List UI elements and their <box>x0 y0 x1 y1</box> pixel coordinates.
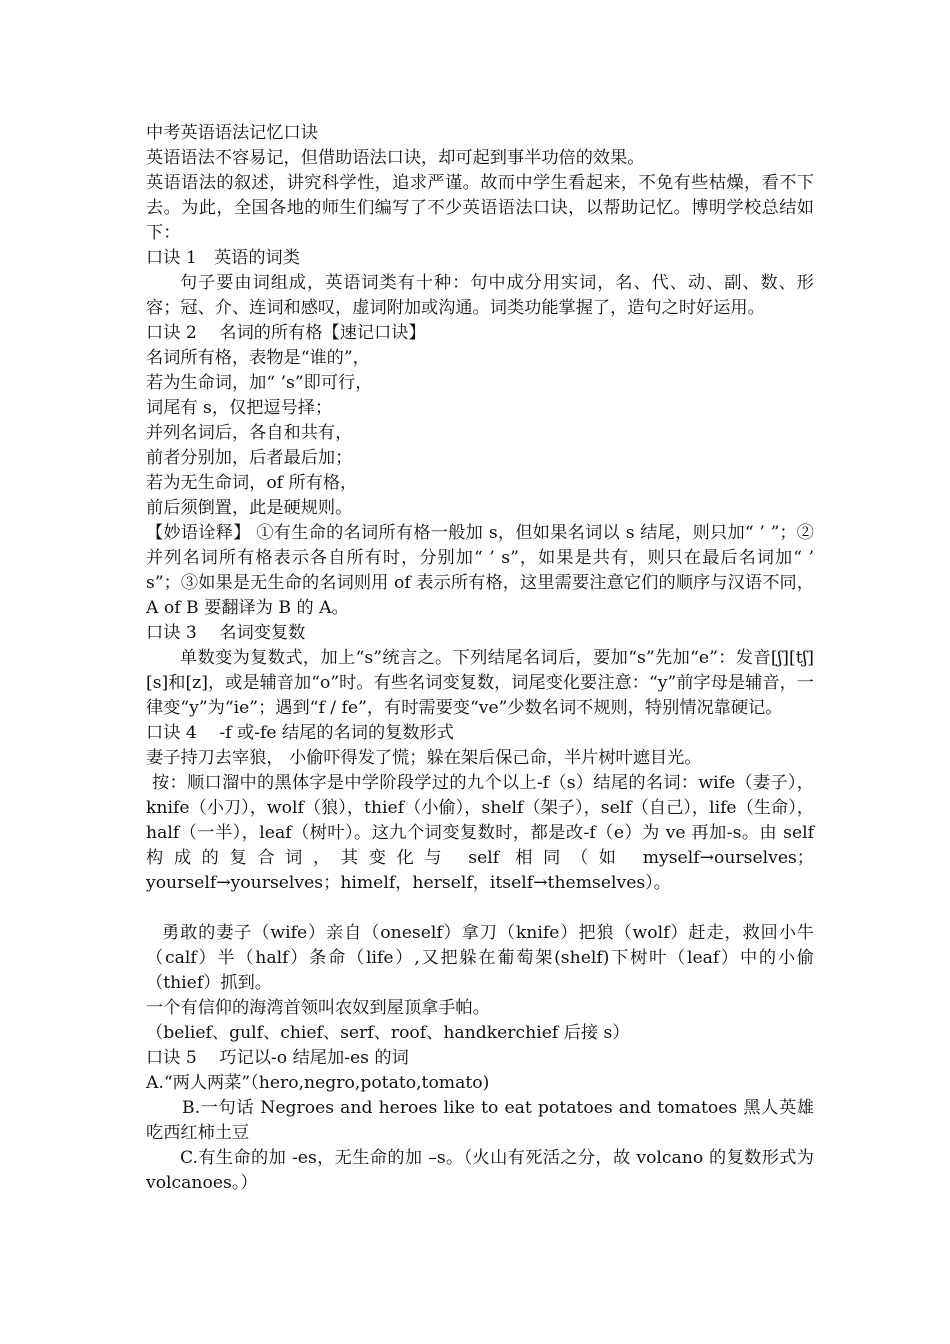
document-title: 中考英语语法记忆口诀 <box>146 123 318 143</box>
section-2-note: 【妙语诠释】 ①有生命的名词所有格一般加 s，但如果名词以 s 结尾，则只加“ ’ ”；②并列名词所有格表示各自所有时，分别加“ ’ s”，如果是共有，则只在最后名词加“ ’ s”；③如果是无生命的名词则用 of 表示所有格，这里需要注意它们的顺序与汉语不同，A of B 要翻译为 B 的 A。 <box>146 523 814 618</box>
section-5-item-c: C.有生命的加 -es，无生命的加 –s。（火山有死活之分，故 volcano 的复数形式为 volcanoes。） <box>146 1148 814 1193</box>
intro-paragraph-1: 英语语法不容易记，但借助语法口诀，却可起到事半功倍的效果。 <box>146 148 645 168</box>
rhyme-line: 前后须倒置，此是硬规则。 <box>146 498 353 518</box>
section-5-item-a: A.“两人两菜”（hero,negro,potato,tomato) <box>146 1073 490 1093</box>
rhyme-line: 若为生命词，加“ ’s”即可行， <box>146 373 373 393</box>
section-4-paragraph-2: 勇敢的妻子（wife）亲自（oneself）拿刀（knife）把狼（wolf）赶走，救回小牛（calf）半（half）条命（life）,又把躲在葡萄架(shelf)下树叶（leaf）中的小偷（thief）抓到。 <box>146 923 814 993</box>
section-3-heading: 口诀 3 名词变复数 <box>146 623 306 643</box>
section-5-heading: 口诀 5 巧记以-o 结尾加-es 的词 <box>146 1048 409 1068</box>
rhyme-line: 若为无生命词，of 所有格， <box>146 473 358 493</box>
section-3-body: 单数变为复数式，加上“s”统言之。下列结尾名词后，要加“s”先加“e”：发音[ʃ][tʃ][s]和[z]，或是辅音加“o”时。有些名词变复数，词尾变化要注意：“y”前字母是辅音，一律变“y”为“ie”；遇到“f / fe”，有时需要变“ve”少数名词不规则，特别情况靠硬记。 <box>146 648 814 718</box>
document-body <box>146 121 814 1196</box>
section-4-paragraph-3: 一个有信仰的海湾首领叫农奴到屋顶拿手帕。 <box>146 998 490 1018</box>
rhyme-line: 前者分别加，后者最后加； <box>146 448 353 468</box>
section-5-item-b: B.一句话 Negroes and heroes like to eat potatoes and tomatoes 黑人英雄吃西红柿土豆 <box>146 1098 814 1143</box>
rhyme-line: 并列名词后，各自和共有， <box>146 423 353 443</box>
section-4-rhyme: 妻子持刀去宰狼， 小偷吓得发了慌；躲在架后保己命，半片树叶遮目光。 <box>146 748 702 768</box>
rhyme-line: 词尾有 s，仅把逗号择； <box>146 398 333 418</box>
blank-line <box>146 896 814 921</box>
section-4-paragraph-4: （belief、gulf、chief、serf、roof、handkerchief 后接 s） <box>146 1023 630 1043</box>
section-1-body: 句子要由词组成，英语词类有十种：句中成分用实词，名、代、动、副、数、形容；冠、介、连词和感叹，虚词附加或沟通。词类功能掌握了，造句之时好运用。 <box>146 273 814 318</box>
section-2-heading: 口诀 2 名词的所有格【速记口诀】 <box>146 323 426 343</box>
section-4-heading: 口诀 4 -f 或-fe 结尾的名词的复数形式 <box>146 723 454 743</box>
intro-paragraph-2: 英语语法的叙述，讲究科学性，追求严谨。故而中学生看起来，不免有些枯燥，看不下去。为此，全国各地的师生们编写了不少英语语法口诀，以帮助记忆。博明学校总结如下： <box>146 173 814 243</box>
section-4-note: 按：顺口溜中的黑体字是中学阶段学过的九个以上-f（s）结尾的名词：wife（妻子），knife（小刀），wolf（狼），thief（小偷），shelf（架子），self（自己），life（生命），half（一半），leaf（树叶）。这九个词变复数时，都是改-f（e）为 ve 再加-s。由 self 构成的复合词，其变化与 self 相同（如 myself→ourselves；yourself→yourselves；himelf，herself，itself→themselves）。 <box>146 773 814 893</box>
rhyme-line: 名词所有格，表物是“谁的”， <box>146 348 370 368</box>
section-1-heading: 口诀 1 英语的词类 <box>146 248 300 268</box>
